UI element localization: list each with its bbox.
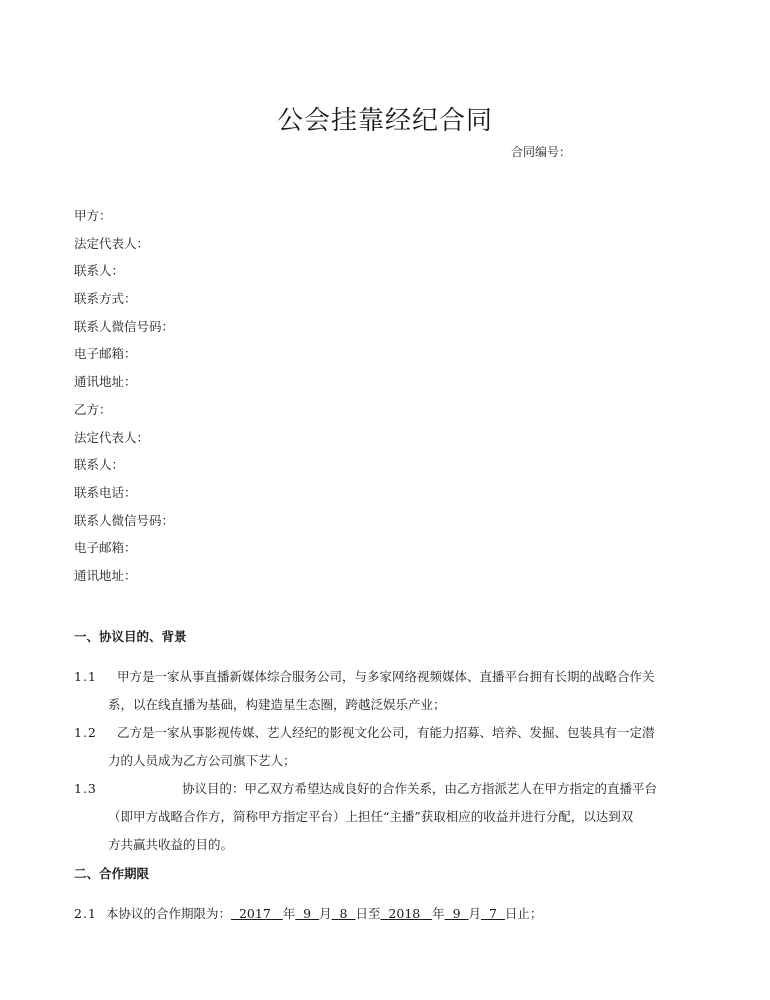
end-year-field[interactable]: 2018	[388, 906, 421, 921]
party-a-wechat: 联系人微信号码：	[74, 318, 175, 334]
party-b-phone: 联系电话：	[74, 484, 137, 500]
contract-number-label: 合同编号：	[511, 145, 572, 159]
start-year-field[interactable]: 2017	[238, 906, 271, 921]
party-b-contact: 联系人：	[74, 457, 125, 473]
clause-text-line: 方共赢共收益的目的。	[108, 837, 234, 852]
clause-text-line: （即甲方战略合作方，简称甲方指定平台）上担任“主播”获取相应的收益并进行分配，以达到双	[108, 809, 634, 824]
clause-number: 1.2	[74, 725, 97, 740]
clause-number: 1.3	[74, 781, 97, 796]
clause-text-line: 乙方是一家从事影视传媒、艺人经纪的影视文化公司，有能力招募、培养、发掘、包装具有一定潜	[117, 725, 655, 740]
month-label: 月	[319, 906, 332, 921]
term-prefix: 本协议的合作期限为：	[106, 906, 232, 921]
party-a-email: 电子邮箱：	[74, 346, 137, 362]
clause-text-line: 力的人员成为乙方公司旗下艺人；	[108, 753, 296, 768]
document-title: 公会挂靠经纪合同	[276, 106, 493, 136]
term-sentence	[106, 904, 542, 924]
to-label: 日至	[355, 906, 381, 921]
party-a-address: 通讯地址：	[74, 374, 137, 390]
party-b-wechat: 联系人微信号码：	[74, 512, 175, 528]
section-2-heading: 二、合作期限	[74, 866, 150, 881]
clause-text-line: 系，以在线直播为基础，构建造星生态圈，跨越泛娱乐产业；	[108, 697, 446, 712]
party-a-contact-method: 联系方式：	[74, 291, 137, 307]
clause-text-line: 甲方是一家从事直播新媒体综合服务公司，与多家网络视频媒体、直播平台拥有长期的战略合作关	[117, 669, 655, 684]
month-label: 月	[468, 906, 482, 921]
party-b-legal-rep: 法定代表人：	[74, 429, 150, 445]
party-a-contact: 联系人：	[74, 263, 125, 279]
end-label: 日止；	[504, 906, 543, 921]
party-a-heading: 甲方：	[74, 208, 112, 223]
clause-number: 2.1	[74, 906, 97, 921]
party-b-address: 通讯地址：	[74, 567, 137, 583]
section-1-heading: 一、协议目的、背景	[74, 629, 187, 644]
end-day-field[interactable]: 7	[489, 906, 497, 921]
end-month-field[interactable]: 9	[452, 906, 461, 921]
clause-number: 1.1	[74, 669, 97, 684]
year-label: 年	[282, 906, 296, 921]
start-day-field[interactable]: 8	[339, 906, 348, 921]
party-b-heading: 乙方：	[74, 401, 112, 417]
clause-text-line: 协议目的：甲乙双方希望达成良好的合作关系，由乙方指派艺人在甲方指定的直播平台	[182, 781, 658, 796]
start-month-field[interactable]: 9	[303, 906, 312, 921]
party-info-block	[74, 206, 174, 594]
party-b-email: 电子邮箱：	[74, 540, 137, 556]
party-a-legal-rep: 法定代表人：	[74, 235, 150, 251]
year-label: 年	[432, 906, 445, 921]
